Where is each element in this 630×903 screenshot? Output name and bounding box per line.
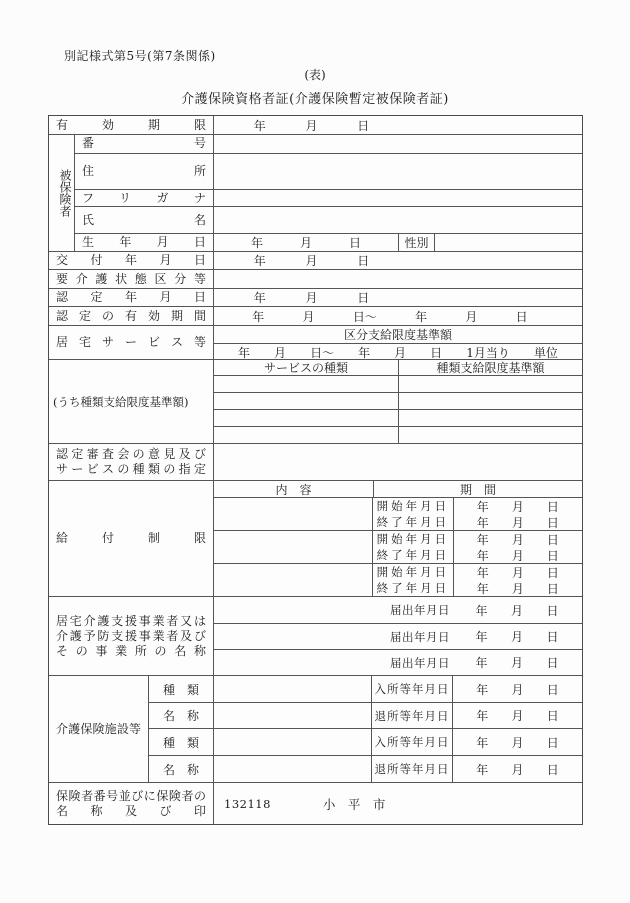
month-label: 月 [299, 236, 312, 250]
name-label-cell [74, 207, 213, 233]
benefit-restriction-rows [213, 481, 582, 596]
day-label: 日 [430, 345, 443, 360]
type-limit-rows [213, 360, 582, 443]
restriction-content-cell [213, 498, 372, 530]
type-limit-header-row [213, 360, 582, 375]
row-insurer [49, 782, 582, 824]
board-opinion-label-line2: サービスの種類の指定 [56, 462, 206, 476]
year-label: 年 [253, 118, 266, 133]
facility-kind-value-cell [213, 729, 371, 755]
service-type-cell [213, 427, 398, 443]
month-label: 月 [394, 345, 407, 360]
provider-label-line1: 居宅介護支援事業者又は [56, 613, 206, 628]
band-home-service [49, 325, 582, 359]
furigana-label-cell [74, 190, 213, 206]
month-label: 月 [305, 118, 318, 133]
certification-period-value-cell [213, 307, 582, 325]
admission-date-cell [452, 729, 582, 755]
notification-date-label: 届出年月日 [390, 655, 450, 670]
facility-name-label: 名 称 [162, 709, 199, 723]
row-certification-period [49, 306, 582, 325]
sex-label-cell [398, 234, 434, 251]
address-value-cell [213, 154, 582, 190]
restriction-content-cell [213, 564, 372, 596]
month-label: 月 [510, 630, 523, 644]
day-label: 日 [357, 118, 370, 133]
provider-row [213, 597, 582, 623]
day-label: 日 [546, 630, 559, 644]
facility-rows [148, 676, 582, 782]
insurer-number: 132118 [224, 796, 271, 811]
month-label: 月 [511, 548, 524, 563]
provider-row [213, 649, 582, 675]
facility-kind-value-cell [213, 676, 371, 702]
row-address [74, 153, 582, 190]
period-header-cell [373, 481, 582, 497]
service-type-header-cell [213, 360, 398, 375]
day-label: 日 [546, 581, 559, 596]
facility-name-value-cell [213, 756, 371, 782]
day-label: 日 [357, 291, 370, 305]
start-date-label: 開始年月日 [376, 565, 450, 579]
provider-notification-cell [213, 650, 582, 675]
year-label: 年 [252, 309, 265, 324]
admission-date-label-cell [371, 676, 452, 702]
year-label: 年 [358, 345, 371, 360]
facility-row [148, 728, 582, 755]
day-label: 日 [546, 682, 559, 697]
admission-date-label: 入所等年月日 [374, 735, 450, 749]
end-date-label: 終了年月日 [376, 581, 450, 595]
valid-until-label-cell [49, 116, 213, 134]
insurer-label-cell [49, 783, 213, 824]
day-label: 日 [546, 656, 559, 670]
start-date [454, 498, 582, 514]
benefit-restriction-row [213, 530, 582, 563]
period-label-cell [372, 531, 453, 563]
discharge-date-label-cell [371, 756, 452, 782]
board-opinion-label-cell [49, 444, 213, 480]
month-label: 月 [511, 532, 524, 547]
month-label: 月 [511, 581, 524, 596]
end-date-label: 終了年月日 [376, 548, 450, 562]
year-label: 年 [253, 254, 266, 268]
period-date-cell [453, 564, 582, 596]
benefit-restriction-label-cell [49, 481, 213, 596]
page-side-label: (表) [304, 68, 326, 82]
insurer-label-line1: 保険者番号並びに保険者の [56, 788, 206, 803]
benefit-restriction-row [213, 563, 582, 596]
service-type-cell [213, 376, 398, 392]
certification-period-range [214, 308, 566, 325]
row-certification-date [49, 288, 582, 306]
day-label: 日 [348, 236, 361, 250]
type-limit-amount-cell [398, 427, 582, 443]
day-label: 日 [546, 532, 559, 547]
row-board-opinion [49, 443, 582, 480]
year-label: 年 [476, 735, 489, 750]
birthdate-label-cell [74, 234, 213, 251]
certification-date [214, 289, 409, 306]
home-service-label: 居宅サービス等 [56, 335, 206, 349]
content-header: 内 容 [275, 482, 312, 497]
band-facility [49, 675, 582, 782]
provider-row [213, 623, 582, 649]
discharge-date [453, 761, 582, 778]
type-limit-header: 種類支給限度基準額 [436, 361, 545, 375]
form-reference: 別記様式第5号(第7条関係) [64, 49, 216, 63]
period-date-cell [453, 498, 582, 530]
certification-date-label: 認定年月日 [56, 290, 206, 304]
row-furigana [74, 189, 582, 206]
facility-group-label-cell [49, 676, 148, 782]
end-date [454, 547, 582, 563]
year-label: 年 [476, 709, 489, 723]
day-label: 日 [546, 762, 559, 777]
insurer-value-cell [213, 783, 582, 824]
start-date [454, 531, 582, 547]
facility-row [148, 702, 582, 728]
furigana-value-cell [213, 190, 582, 206]
year-label: 年 [476, 565, 489, 580]
service-type-header: サービスの種類 [263, 361, 348, 375]
provider-label-line3: その事業所の名称 [56, 643, 206, 658]
month-label: 月 [511, 709, 524, 723]
start-date-label: 開始年月日 [376, 532, 450, 546]
provider-notification-cell [213, 597, 582, 623]
restriction-content-cell [213, 531, 372, 563]
band-benefit-restriction [49, 480, 582, 596]
day-label: 日 [357, 254, 370, 268]
facility-kind-label: 種 類 [162, 682, 199, 697]
facility-kind-label-cell [148, 729, 213, 755]
board-opinion-value-cell [213, 444, 582, 480]
year-label: 年 [250, 236, 263, 250]
period-date-cell [453, 531, 582, 563]
day-label: 日 [546, 548, 559, 563]
notification-date [452, 654, 582, 671]
issue-date [214, 252, 409, 269]
notification-date [452, 602, 582, 619]
day-label: 日 [546, 603, 559, 618]
discharge-date-label-cell [371, 703, 452, 728]
day-tilde-label: 日～ [352, 309, 377, 324]
month-label: 月 [511, 499, 524, 514]
furigana-label: フリガナ [82, 190, 206, 205]
day-label: 日 [546, 499, 559, 514]
year-label: 年 [476, 499, 489, 514]
facility-row [148, 676, 582, 702]
unit-label: 単位 [533, 345, 558, 360]
month-label: 月 [511, 762, 524, 777]
issue-date-label-cell [49, 252, 213, 269]
year-label: 年 [476, 581, 489, 596]
facility-kind-label: 種 類 [162, 735, 199, 750]
discharge-date [453, 707, 582, 724]
certification-date-value-cell [213, 289, 582, 306]
start-date [454, 564, 582, 580]
discharge-date-cell [452, 756, 582, 782]
type-limit-group-label-cell [49, 360, 213, 443]
row-number [74, 135, 582, 153]
month-label: 月 [510, 603, 523, 618]
admission-date-label: 入所等年月日 [374, 682, 450, 696]
notification-date-label: 届出年月日 [390, 629, 450, 644]
row-birthdate [74, 233, 582, 251]
benefit-restriction-row [213, 497, 582, 530]
certificate-table [48, 115, 583, 825]
issue-date-value-cell [213, 252, 582, 269]
name-label: 氏名 [82, 212, 206, 227]
category-limit-period-cell [213, 344, 582, 360]
document-title: 介護保険資格者証(介護保険暫定被保険者証) [181, 92, 449, 107]
home-service-rows [213, 326, 582, 359]
end-date [454, 580, 582, 596]
address-label: 住所 [82, 164, 206, 179]
discharge-date-label: 退所等年月日 [374, 708, 450, 723]
facility-row [148, 755, 582, 782]
category-limit-header-cell [213, 326, 582, 343]
month-label: 月 [511, 682, 524, 697]
discharge-date-label: 退所等年月日 [374, 762, 450, 776]
facility-name-label-cell [148, 703, 213, 728]
insured-group-label: 被保険者 [58, 169, 72, 217]
board-opinion-label-line1: 認定審査会の意見及び [56, 447, 206, 461]
start-date-label: 開始年月日 [376, 499, 450, 513]
month-label: 月 [510, 656, 523, 670]
home-service-label-cell [49, 326, 213, 359]
period-label-cell [372, 498, 453, 530]
certification-period-label-cell [49, 307, 213, 325]
provider-label-cell [49, 597, 213, 675]
service-type-cell [213, 410, 398, 426]
birthdate-label: 生年月日 [82, 235, 206, 249]
facility-name-label: 名 称 [162, 762, 199, 777]
band-care-support-provider [49, 596, 582, 675]
admission-date-label-cell [371, 729, 452, 755]
facility-name-label-cell [148, 756, 213, 782]
birthdate-value-cell [213, 234, 398, 251]
care-level-label: 要介護状態区分等 [56, 271, 206, 286]
type-limit-row [213, 409, 582, 426]
number-label: 番号 [82, 136, 206, 151]
sex-value-cell [434, 234, 582, 251]
notification-date-label: 届出年月日 [390, 603, 450, 617]
type-limit-row [213, 426, 582, 443]
month-label: 月 [305, 291, 318, 305]
insurer-name: 小 平 市 [322, 796, 386, 812]
birthdate-date [214, 234, 398, 251]
provider-notification-cell [213, 624, 582, 649]
period-label-cell [372, 564, 453, 596]
admission-date [453, 734, 582, 751]
type-limit-amount-cell [398, 376, 582, 392]
number-value-cell [213, 135, 582, 153]
facility-name-value-cell [213, 703, 371, 728]
category-limit-label: 区分支給限度基準額 [343, 328, 452, 342]
valid-until-label: 有効期限 [56, 117, 206, 132]
year-label: 年 [476, 762, 489, 777]
end-date [454, 514, 582, 530]
content-header-cell [213, 481, 373, 497]
day-tilde-label: 日～ [310, 345, 335, 360]
insured-rows [74, 135, 582, 251]
certification-date-label-cell [49, 289, 213, 306]
month-label: 月 [302, 309, 315, 324]
year-label: 年 [475, 603, 488, 618]
year-label: 年 [476, 515, 489, 530]
provider-rows [213, 597, 582, 675]
band-type-limit [49, 359, 582, 443]
type-limit-header-cell [398, 360, 582, 375]
year-label: 年 [475, 630, 488, 644]
insurer-label-line2: 名称及び印 [56, 803, 206, 818]
type-limit-amount-cell [398, 393, 582, 409]
category-limit-period [214, 344, 582, 361]
category-limit-header-row [213, 326, 582, 343]
admission-date-cell [452, 676, 582, 702]
month-label: 月 [465, 309, 478, 324]
type-limit-group-label: (うち種類支給限度基準額) [53, 394, 189, 409]
name-value-cell [213, 207, 582, 233]
care-level-label-cell [49, 270, 213, 288]
issue-date-label: 交付年月日 [56, 253, 206, 267]
month-label: 月 [305, 254, 318, 268]
year-label: 年 [415, 309, 428, 324]
month-label: 月 [511, 565, 524, 580]
row-valid-until [49, 116, 582, 134]
month-label: 月 [511, 515, 524, 530]
year-label: 年 [476, 682, 489, 697]
admission-date [453, 681, 582, 698]
facility-kind-label-cell [148, 676, 213, 702]
per-month-label: 1月当り [466, 345, 510, 360]
day-label: 日 [515, 309, 528, 324]
discharge-date-cell [452, 703, 582, 728]
service-type-cell [213, 393, 398, 409]
year-label: 年 [476, 532, 489, 547]
category-limit-period-row [213, 343, 582, 360]
day-label: 日 [546, 709, 559, 723]
year-label: 年 [475, 656, 488, 670]
valid-until-value-cell [213, 116, 582, 134]
day-label: 日 [546, 565, 559, 580]
address-label-cell [74, 154, 213, 190]
certification-period-label: 認定の有効期間 [56, 308, 206, 323]
month-label: 月 [274, 345, 287, 360]
type-limit-row [213, 392, 582, 409]
year-label: 年 [476, 548, 489, 563]
insured-group-cell [49, 135, 74, 251]
end-date-label: 終了年月日 [376, 515, 450, 529]
year-label: 年 [238, 345, 251, 360]
month-label: 月 [511, 735, 524, 750]
valid-until-date [214, 117, 409, 134]
number-label-cell [74, 135, 213, 153]
facility-group-label: 介護保険施設等 [56, 721, 141, 736]
day-label: 日 [546, 515, 559, 530]
benefit-restriction-header-row [213, 481, 582, 497]
year-label: 年 [253, 291, 266, 305]
benefit-restriction-label: 給付制限 [56, 531, 206, 545]
row-care-level [49, 269, 582, 288]
row-name [74, 206, 582, 233]
type-limit-amount-cell [398, 410, 582, 426]
period-header: 期 間 [459, 482, 496, 497]
sex-label: 性別 [404, 236, 429, 250]
type-limit-row [213, 375, 582, 392]
notification-date [452, 628, 582, 645]
band-insured [49, 134, 582, 251]
row-issue-date [49, 251, 582, 269]
day-label: 日 [546, 735, 559, 750]
care-level-value-cell [213, 270, 582, 288]
provider-label-line2: 介護予防支援事業者及び [56, 628, 206, 643]
